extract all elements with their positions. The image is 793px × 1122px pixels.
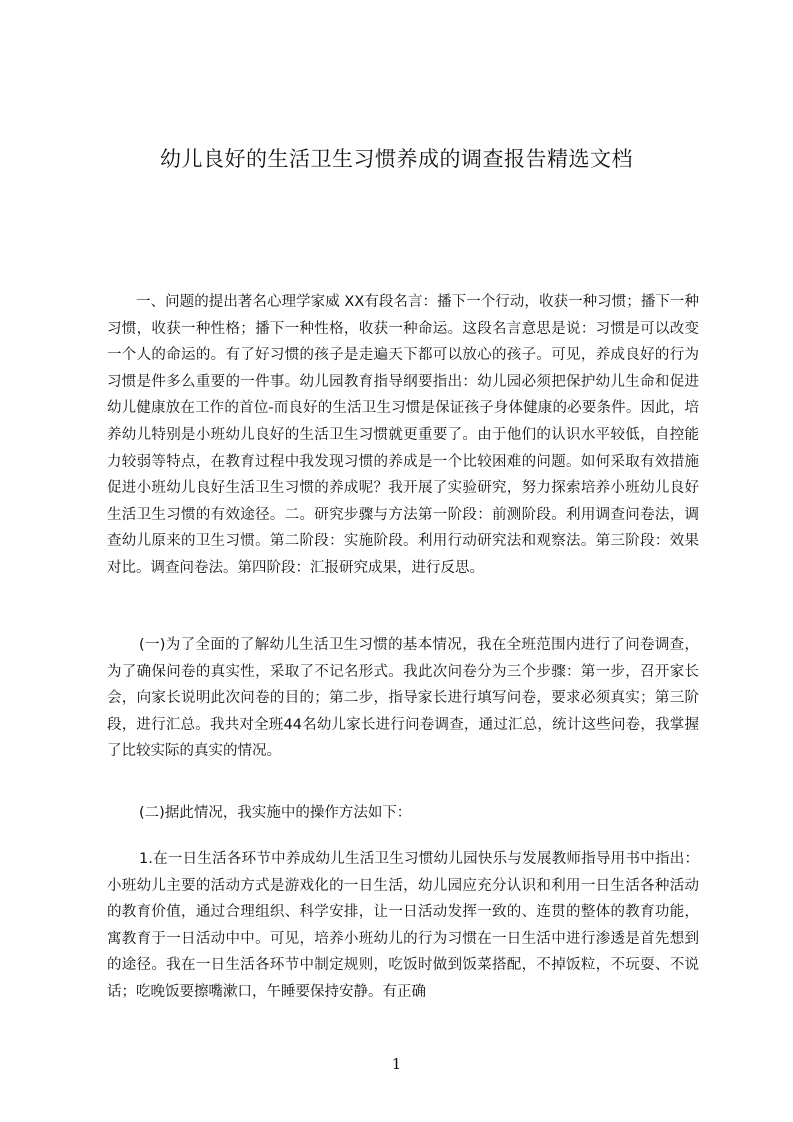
paragraph-survey: (一)为了全面的了解幼儿生活卫生习惯的基本情况，我在全班范围内进行了问卷调查，为了确保问卷的真实性，采取了不记名形式。我此次问卷分为三个步骤：第一步，召开家长会，向家长说明此次问卷的目的；第二步，指导家长进行填写问卷，要求必须真实；第三阶段，进行汇总。我共对全班44名幼儿家长进行问卷调查，通过汇总，统计这些问卷，我掌握了比较实际的真实的情况。 xyxy=(107,637,699,760)
paragraph-methods-heading: (二)据此情况，我实施中的操作方法如下： xyxy=(139,805,412,821)
paragraph-daily-life: 1.在一日生活各环节中养成幼儿生活卫生习惯幼儿园快乐与发展教师指导用书中指出：小班幼儿主要的活动方式是游戏化的一日生活，幼儿园应充分认识和利用一日生活各种活动的教育价值，通过合理组织、科学安排，让一日活动发挥一致的、连贯的整体的教育功能，寓教育于一日活动中中。可见，培养小班幼儿的行为习惯在一日生活中进行渗透是首先想到的途径。我在一日生活各环节中制定规则，吃饭时做到饭菜搭配，不掉饭粒，不玩耍、不说话；吃晚饭要擦嘴漱口，午睡要保持安静。有正确 xyxy=(107,851,699,1000)
paragraph-introduction: 一、问题的提出著名心理学家威 XX有段名言：播下一个行动，收获一种习惯；播下一种习惯，收获一种性格；播下一种性格，收获一种命运。这段名言意思是说：习惯是可以改变一个人的命运的。有了好习惯的孩子是走遍天下都可以放心的孩子。可见，养成良好的行为习惯是件多么重要的一件事。幼儿园教育指导纲要指出：幼儿园必须把保护幼儿生命和促进幼儿健康放在工作的首位-而良好的生活卫生习惯是保证孩子身体健康的必要条件。因此，培养幼儿特别是小班幼儿良好的生活卫生习惯就更重要了。由于他们的认识水平较低，自控能力较弱等特点，在教育过程中我发现习惯的养成是一个比较困难的问题。如何采取有效措施促进小班幼儿良好生活卫生习惯的养成呢？我开展了实验研究，努力探索培养小班幼儿良好生活卫生习惯的有效途径。二。研究步骤与方法第一阶段：前测阶段。利用调查问卷法，调查幼儿原来的卫生习惯。第二阶段：实施阶段。利用行动研究法和观察法。第三阶段：效果对比。调查问卷法。第四阶段：汇报研究成果，进行反思。 xyxy=(107,294,699,576)
page-number: 1 xyxy=(391,1055,402,1073)
document-title: 幼儿良好的生活卫生习惯养成的调查报告精选文档 xyxy=(160,147,633,171)
